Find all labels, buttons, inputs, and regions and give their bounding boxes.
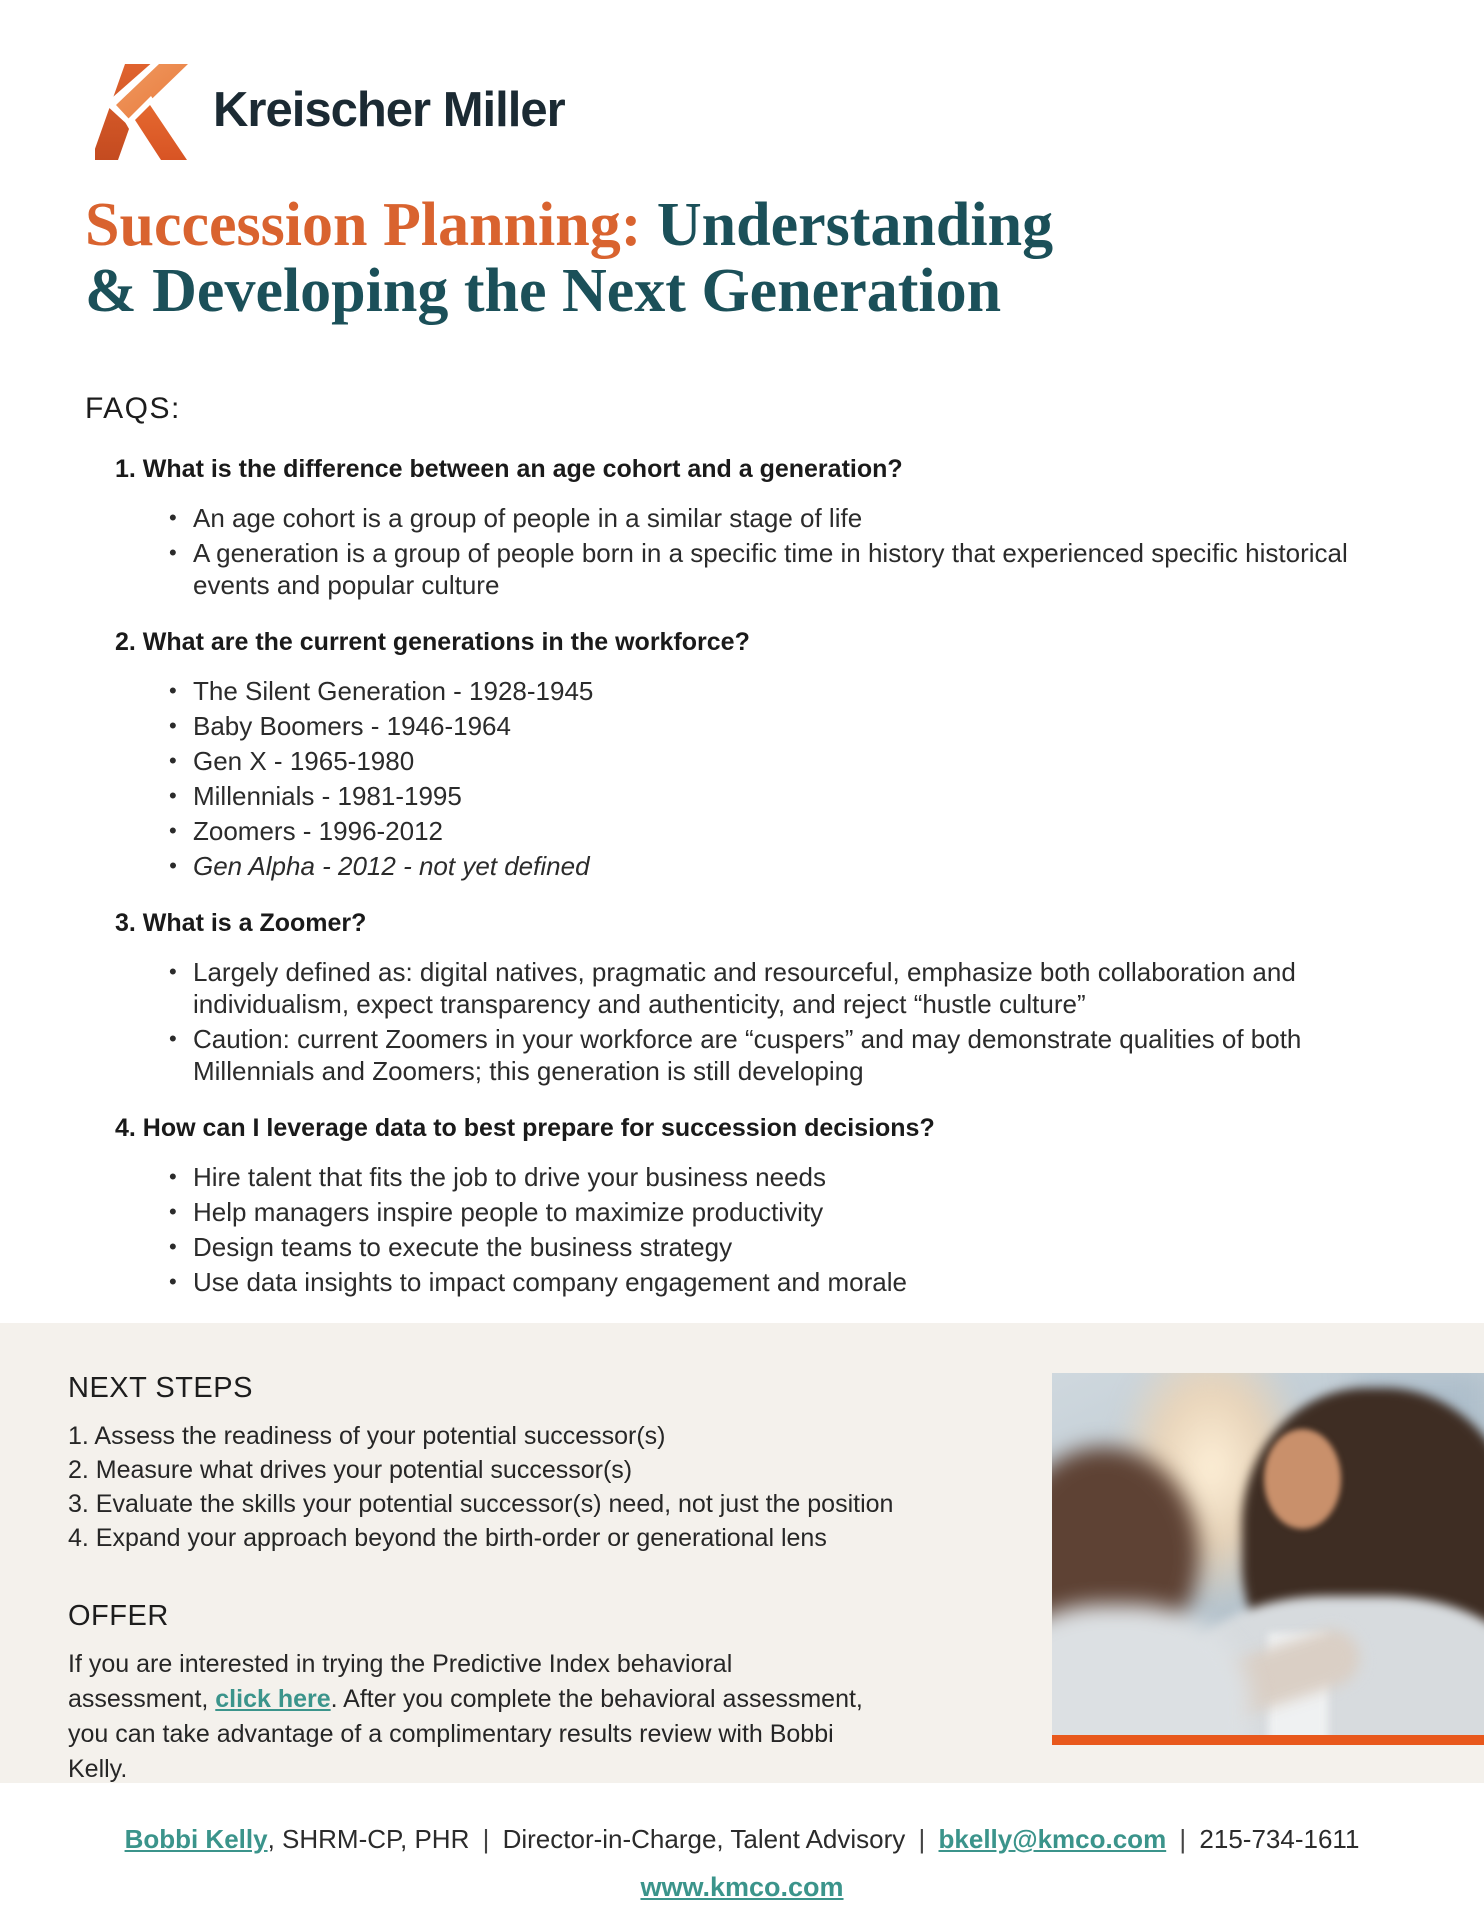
faq-list [85,454,1415,1298]
offer-text-after: . After you complete the behavioral assessment, you can take advantage of a complimentary results review with Bobbi Kelly. [68,1685,863,1783]
bobbi-kelly-link[interactable]: Bobbi Kelly [124,1824,268,1854]
faq-bullet-item: • Help managers inspire people to maximize productivity [193,1196,1413,1228]
footer-phone: 215-734-1611 [1199,1824,1360,1854]
faq-bullet-item: • Design teams to execute the business strategy [193,1231,1413,1263]
faq-question-title: 2. What are the current generations in the workforce? [115,628,750,656]
band-text-column [68,1371,1028,1787]
faq-bullet-item: • The Silent Generation - 1928-1945 [193,675,1413,707]
click-here-link[interactable]: click here [215,1685,331,1713]
offer-paragraph [68,1647,868,1787]
faq-question-title: 1. What is the difference between an age cohort and a generation? [115,455,903,483]
brand-header [95,60,565,160]
faq-bullet-item: • An age cohort is a group of people in a similar stage of life [193,502,1413,534]
footer-separator: | [918,1824,926,1854]
offer-text-before: If you are interested in trying the Predictive Index behavioral assessment, [68,1650,733,1713]
footer-contact-line [0,1823,1484,1855]
next-step-item: 4. Expand your approach beyond the birth-order or generational lens [68,1524,827,1552]
faq-question-block-3 [85,908,1415,1087]
next-steps-heading: NEXT STEPS [68,1372,253,1404]
faq-bullet-list [85,1161,1413,1298]
faq-bullet-item: • Zoomers - 1996-2012 [193,815,1413,847]
faq-bullet-list [85,956,1413,1087]
footer-separator: | [482,1824,490,1854]
footer [0,1783,1484,1903]
website-link[interactable]: www.kmco.com [640,1872,844,1902]
page-title-teal-line1: Understanding [656,191,1054,259]
faq-question-block-4 [85,1113,1415,1298]
faq-question-block-2 [85,627,1415,882]
footer-role: Director-in-Charge, Talent Advisory [502,1824,906,1854]
next-step-item: 2. Measure what drives your potential successor(s) [68,1456,633,1484]
faq-question-title: 3. What is a Zoomer? [115,909,367,937]
next-step-item: 1. Assess the readiness of your potential successor(s) [68,1422,666,1450]
faq-bullet-item: • Hire talent that fits the job to drive your business needs [193,1161,1413,1193]
offer-heading: OFFER [68,1600,169,1632]
footer-credentials: , SHRM-CP, PHR [267,1824,470,1854]
footer-website-line [0,1871,1484,1903]
faq-question-block-1 [85,454,1415,601]
faq-bullet-item: • Use data insights to impact company engagement and morale [193,1266,1413,1298]
kreischer-miller-logo-icon [95,60,191,160]
email-link[interactable]: bkelly@kmco.com [938,1824,1167,1854]
faq-bullet-item: • Gen X - 1965-1980 [193,745,1413,777]
page-title [85,192,1415,324]
next-steps-list [68,1419,1028,1555]
footer-separator: | [1179,1824,1187,1854]
faq-question-title: 4. How can I leverage data to best prepare for succession decisions? [115,1114,935,1142]
faq-heading: FAQS: [85,392,181,425]
faq-section [85,392,1415,1324]
next-step-item: 3. Evaluate the skills your potential successor(s) need, not just the position [68,1490,894,1518]
faq-bullet-item: • Largely defined as: digital natives, pragmatic and resourceful, emphasize both collaboration and individualism, expect transparency and authenticity, and reject “hustle culture” [193,956,1413,1020]
faq-bullet-item: • Gen Alpha - 2012 - not yet defined [193,850,1413,882]
faq-bullet-item: • A generation is a group of people born in a specific time in history that experienced specific historical events and popular culture [193,537,1413,601]
photo-orange-bar [1052,1735,1484,1745]
page-title-orange: Succession Planning: [85,191,657,259]
faq-bullet-item: • Caution: current Zoomers in your workforce are “cuspers” and may demonstrate qualities of both Millennials and Zoomers; this generation is still developing [193,1023,1413,1087]
brand-name: Kreischer Miller [213,83,565,137]
faq-bullet-item: • Millennials - 1981-1995 [193,780,1413,812]
faq-bullet-item: • Baby Boomers - 1946-1964 [193,710,1413,742]
photo-woman-face [1264,1429,1342,1529]
page-title-teal-line2: & Developing the Next Generation [85,257,1002,325]
faq-bullet-list [85,502,1413,601]
faq-bullet-list [85,675,1413,882]
handshake-photo [1052,1373,1484,1745]
